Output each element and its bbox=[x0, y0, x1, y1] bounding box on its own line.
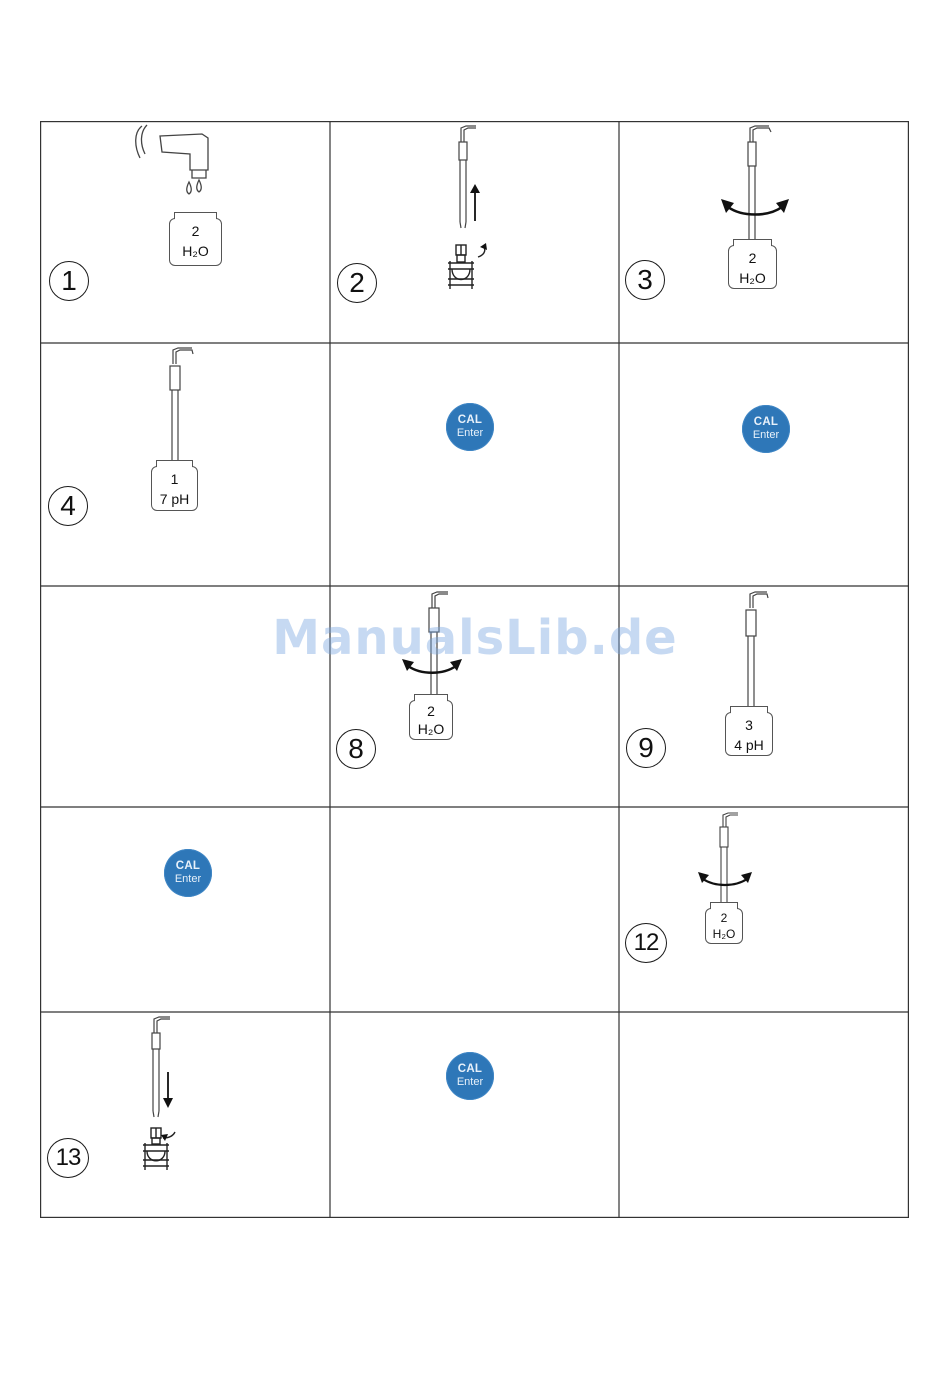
step-number-3: 3 bbox=[625, 260, 665, 300]
bottle-number: 3 bbox=[745, 717, 753, 733]
bottle-label: H₂O bbox=[182, 243, 209, 259]
faucet-icon bbox=[130, 124, 220, 202]
probe-icon bbox=[741, 590, 773, 712]
cal-enter-button[interactable]: CAL Enter bbox=[446, 403, 494, 451]
swirl-arrow-icon bbox=[720, 195, 790, 219]
cal-enter-button[interactable]: CAL Enter bbox=[742, 405, 790, 453]
arrow-up-icon bbox=[468, 183, 482, 223]
bottle-number: 2 bbox=[720, 911, 728, 925]
swirl-arrow-icon bbox=[697, 869, 753, 889]
mount-clamp-icon bbox=[444, 243, 494, 297]
cal-enter-button[interactable]: CAL Enter bbox=[164, 849, 212, 897]
bottle-number: 1 bbox=[170, 471, 179, 487]
bottle-label: 4 pH bbox=[734, 737, 764, 753]
step-number-8: 8 bbox=[336, 729, 376, 769]
bottle-number: 2 bbox=[427, 703, 435, 719]
bottle-rinse-water bbox=[728, 245, 777, 289]
probe-icon bbox=[424, 590, 454, 700]
step-number-13: 13 bbox=[47, 1138, 89, 1178]
bottle-rinse-water bbox=[705, 908, 743, 944]
probe-icon bbox=[164, 346, 196, 466]
bottle-number: 2 bbox=[191, 223, 200, 239]
bottle-number: 2 bbox=[748, 250, 757, 266]
arrow-down-icon bbox=[161, 1070, 175, 1110]
bottle-ph4-buffer bbox=[725, 712, 773, 756]
probe-icon bbox=[741, 124, 773, 246]
step-number-12: 12 bbox=[625, 923, 667, 963]
bottle-rinse-water bbox=[169, 218, 222, 266]
step-number-2: 2 bbox=[337, 263, 377, 303]
bottle-ph7-buffer bbox=[151, 466, 198, 511]
bottle-label: H₂O bbox=[712, 927, 736, 941]
cal-enter-button[interactable]: CAL Enter bbox=[446, 1052, 494, 1100]
probe-icon bbox=[716, 811, 746, 911]
swirl-arrow-icon bbox=[401, 655, 463, 677]
bottle-rinse-water bbox=[409, 700, 453, 740]
step-number-9: 9 bbox=[626, 728, 666, 768]
step-number-4: 4 bbox=[48, 486, 88, 526]
step-number-1: 1 bbox=[49, 261, 89, 301]
mount-clamp-icon bbox=[139, 1126, 189, 1176]
bottle-label: H₂O bbox=[739, 270, 766, 286]
bottle-label: 7 pH bbox=[159, 491, 190, 507]
watermark: ManualsLib.de bbox=[272, 610, 678, 666]
bottle-label: H₂O bbox=[417, 721, 445, 737]
